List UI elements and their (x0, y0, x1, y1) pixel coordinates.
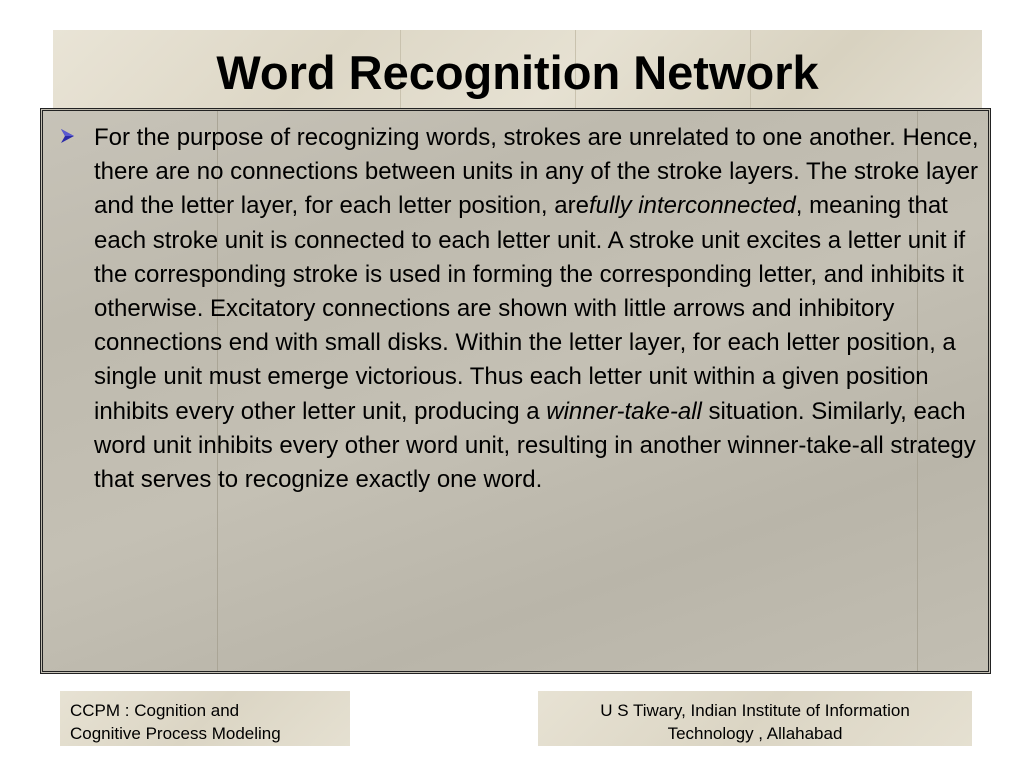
footer-author-line-1: U S Tiwary, Indian Institute of Information (600, 701, 910, 720)
bullet-text-part-1: For the purpose of recognizing words, strokes are unrelated to one another. Hence, there are no connections between units in any of the stroke layers. The stroke layer and the letter layer, for each letter position, are (94, 124, 979, 220)
footer-author-line-2: Technology , Allahabad (667, 724, 843, 743)
footer-course-line-2: Cognitive Process Modeling (70, 724, 281, 743)
content-box (40, 108, 991, 674)
bullet-text-part-3: situation. Similarly, each word unit inhibits every other word unit, resulting in another winner-take-all strategy that serves to recognize exactly one word. (94, 397, 976, 494)
slide-title: Word Recognition Network (216, 46, 819, 99)
footer-course-line-1: CCPM : Cognition and (70, 701, 240, 720)
bullet-text (94, 121, 984, 497)
emphasis-winner-take-all: winner-take-all (546, 397, 702, 425)
emphasis-fully-interconnected: fully interconnected (588, 192, 796, 220)
bullet-text-part-2: , meaning that each stroke unit is connected to each letter unit. A stroke unit excites a letter unit if the corresponding stroke is used in forming the corresponding letter, and inhibits it otherwise. Excitatory connections are shown with little arrows and inhibitory connections end with small disks. Within the letter layer, for each letter position, a single unit must emerge victorious. Thus each letter unit within a given position inhibits every other letter unit, producing a (94, 192, 966, 425)
footer-course (60, 691, 350, 746)
footer-author (538, 691, 972, 746)
arrow-bullet-icon (59, 127, 77, 145)
